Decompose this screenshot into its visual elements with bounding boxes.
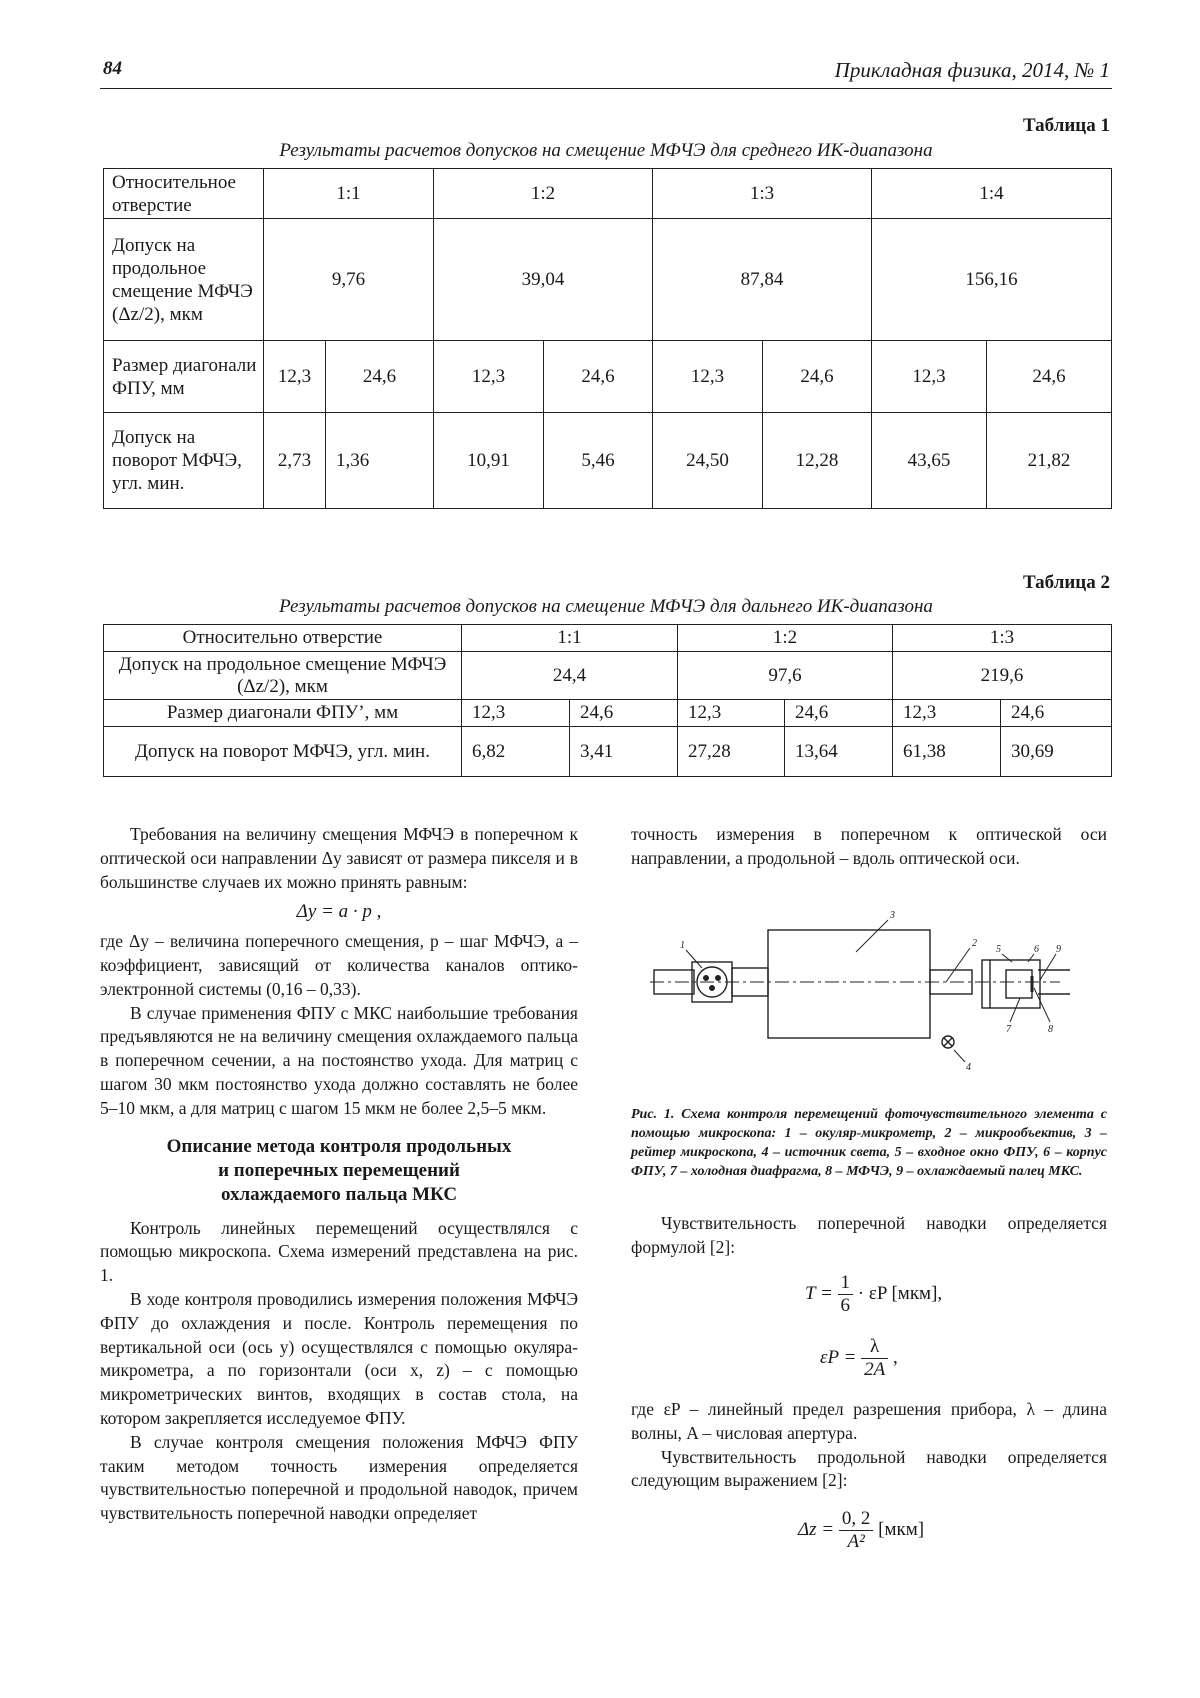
right-column-top — [631, 823, 1107, 871]
table1-cell: 12,3 — [434, 341, 544, 413]
journal-title: Прикладная физика, 2014, № 1 — [834, 58, 1110, 82]
figure-label: 9 — [1056, 944, 1061, 955]
eq-rhs: , — [892, 1346, 898, 1368]
table2-cell: 27,28 — [678, 727, 785, 777]
table2-cell: 1:1 — [462, 625, 678, 652]
eq-fraction — [839, 1508, 874, 1553]
table2-cell: 6,82 — [462, 727, 570, 777]
table2-cell: 3,41 — [570, 727, 678, 777]
table1-cell: 24,50 — [653, 413, 763, 509]
table2-cell: 61,38 — [893, 727, 1001, 777]
table1-cell: 12,3 — [653, 341, 763, 413]
paragraph: В ходе контроля проводились измерения положения МФЧЭ ФПУ до охлаждения и после. Контроль перемещения по вертикальной оси (ось y) осуществлялся с помощью окуляра-микрометра, а по горизонтали (оси x, z) – с помощью микрометрических винтов, входящих в состав стола, на котором закрепляется исследуемое ФПУ. — [100, 1288, 578, 1428]
table1-cell: 87,84 — [653, 219, 872, 341]
figure-caption: Рис. 1. Схема контроля перемещений фоточувствительного элемента с помощью микроскопа: 1 – окуляр-микрометр, 2 – микрообъектив, 3 – рейтер микроскопа, 4 – источник света, 5 – входное окно ФПУ, 6 – корпус ФПУ, 7 – холодная диафрагма, 8 – МФЧЭ, 9 – охлаждаемый палец МКС. — [631, 1107, 1107, 1179]
table1-cell: 21,82 — [987, 413, 1112, 509]
section-title-line: и поперечных перемещений — [218, 1159, 460, 1181]
figure-label: 8 — [1048, 1024, 1053, 1035]
eq-fraction — [838, 1272, 854, 1317]
paragraph: где Δy – величина поперечного смещения, p – шаг МФЧЭ, a – коэффициент, зависящий от количества каналов оптико-электронной системы (0,16 – 0,33). — [100, 931, 578, 999]
eq-fraction — [861, 1336, 888, 1381]
table1-cell: 43,65 — [872, 413, 987, 509]
section-title-line: охлаждаемого пальца МКС — [220, 1183, 458, 1205]
table1-label: Таблица 1 — [1022, 115, 1110, 136]
table2-cell: 13,64 — [785, 727, 893, 777]
figure-label: 5 — [996, 944, 1001, 955]
section-title-line: Описание метода контроля продольных — [166, 1135, 512, 1157]
table1 — [103, 168, 1112, 509]
paragraph: точность измерения в поперечном к оптической оси направлении, а продольной – вдоль оптической оси. — [631, 824, 1107, 868]
right-column-bottom — [631, 1398, 1107, 1493]
table2-row-label: Допуск на продольное смещение МФЧЭ (Δz/2), мкм — [104, 652, 462, 700]
table1-row-long-tol — [104, 219, 1112, 341]
table2-row-rot — [104, 727, 1112, 777]
table2-row-aperture — [104, 625, 1112, 652]
table2-cell: 219,6 — [893, 652, 1112, 700]
figure-label: 4 — [966, 1062, 971, 1073]
table2-row-label: Относительно отверстие — [104, 625, 462, 652]
table2-cell: 12,3 — [462, 700, 570, 727]
table2-cell: 24,6 — [570, 700, 678, 727]
eq-numerator: 1 — [838, 1272, 854, 1295]
figure-label: 3 — [890, 910, 895, 921]
table2-caption: Результаты расчетов допусков на смещение МФЧЭ для дальнего ИК-диапазона — [279, 596, 933, 617]
right-column-mid — [631, 1212, 1107, 1260]
table1-cell: 12,3 — [264, 341, 326, 413]
figure-label: 7 — [1006, 1024, 1011, 1035]
table2-label: Таблица 2 — [1022, 572, 1110, 593]
eq-rhs: · εP [мкм], — [857, 1282, 943, 1304]
table2-cell: 1:3 — [893, 625, 1112, 652]
section-title — [100, 1135, 578, 1207]
formula-delta-y: Δy = a · p , — [296, 901, 382, 923]
left-column — [100, 823, 578, 1526]
table2 — [103, 624, 1112, 777]
paragraph: В случае применения ФПУ с МКС наибольшие требования предъявляются не на величину смещения охлаждаемого пальца в поперечном сечении, а на постоянство ухода. Для матриц с шагом 30 мкм постоянство ухода должно составлять не более 5–10 мкм, а для матриц с шагом 15 мкм не более 2,5–5 мкм. — [100, 1002, 578, 1118]
table1-cell: 156,16 — [872, 219, 1112, 341]
table1-cell: 5,46 — [544, 413, 653, 509]
eq-numerator: λ — [861, 1336, 888, 1359]
eq-numerator: 0, 2 — [839, 1508, 874, 1531]
page-number: 84 — [103, 58, 122, 79]
table1-cell: 9,76 — [264, 219, 434, 341]
table1-cell: 24,6 — [326, 341, 434, 413]
eq-denominator: A² — [847, 1531, 865, 1552]
equation-epsilon — [820, 1336, 898, 1381]
table1-cell: 1:3 — [653, 169, 872, 219]
table1-cell: 1:4 — [872, 169, 1112, 219]
table1-cell: 12,3 — [872, 341, 987, 413]
table2-row-diag — [104, 700, 1112, 727]
table1-row-diag — [104, 341, 1112, 413]
table1-cell: 24,6 — [987, 341, 1112, 413]
table2-cell: 12,3 — [678, 700, 785, 727]
table2-cell: 24,6 — [785, 700, 893, 727]
microscope-rider — [768, 930, 930, 1038]
cold-diaphragm — [1006, 970, 1032, 998]
eq-lhs: T = — [805, 1282, 833, 1304]
table1-cell: 1:2 — [434, 169, 653, 219]
table1-row-rot — [104, 413, 1112, 509]
table1-row-label: Допуск на продольное смещение МФЧЭ (Δz/2), мкм — [104, 219, 264, 341]
eq-lhs: εP = — [820, 1346, 857, 1368]
table1-cell: 39,04 — [434, 219, 653, 341]
table2-cell: 12,3 — [893, 700, 1001, 727]
eq-denominator: 6 — [840, 1295, 851, 1316]
paragraph: где εP – линейный предел разрешения прибора, λ – длина волны, A – числовая апертура. — [631, 1399, 1107, 1443]
paragraph: Требования на величину смещения МФЧЭ в поперечном к оптической оси направлении Δy зависят от размера пикселя и в большинстве случаев их можно принять равным: — [100, 824, 578, 892]
table1-row-label: Допуск на поворот МФЧЭ, угл. мин. — [104, 413, 264, 509]
table2-cell: 1:2 — [678, 625, 893, 652]
table1-row-label: Размер диагонали ФПУ, мм — [104, 341, 264, 413]
paragraph: Контроль линейных перемещений осуществлялся с помощью микроскопа. Схема измерений представлена на рис. 1. — [100, 1217, 578, 1286]
table2-cell: 24,6 — [1001, 700, 1112, 727]
table1-cell: 1:1 — [264, 169, 434, 219]
table1-cell: 12,28 — [763, 413, 872, 509]
table2-row-label: Размер диагонали ФПУ’, мм — [104, 700, 462, 727]
table1-cell: 1,36 — [326, 413, 434, 509]
paragraph: Чувствительность продольной наводки определяется следующим выражением [2]: — [631, 1446, 1107, 1491]
table1-caption: Результаты расчетов допусков на смещение МФЧЭ для среднего ИК-диапазона — [279, 140, 933, 161]
eq-lhs: Δz = — [798, 1518, 835, 1540]
figure-label: 1 — [680, 940, 685, 951]
paragraph: В случае контроля смещения положения МФЧЭ ФПУ таким методом точность измерения определяется чувствительностью поперечной и продольной наводок, причем чувствительность поперечной наводки определяет — [100, 1431, 578, 1524]
table2-cell: 97,6 — [678, 652, 893, 700]
table2-row-label: Допуск на поворот МФЧЭ, угл. мин. — [104, 727, 462, 777]
table2-cell: 24,4 — [462, 652, 678, 700]
eq-rhs: [мкм] — [878, 1518, 925, 1540]
table1-cell: 10,91 — [434, 413, 544, 509]
table1-cell: 24,6 — [763, 341, 872, 413]
table1-row-aperture — [104, 169, 1112, 219]
paragraph: Чувствительность поперечной наводки определяется формулой [2]: — [631, 1213, 1107, 1257]
figure-label: 2 — [972, 938, 977, 949]
table1-cell: 24,6 — [544, 341, 653, 413]
equation-T — [805, 1272, 942, 1317]
table1-row-label: Относительное отверстие — [104, 169, 264, 219]
table2-cell: 30,69 — [1001, 727, 1112, 777]
figure-label: 6 — [1034, 944, 1039, 955]
eq-denominator: 2A — [864, 1359, 886, 1380]
table1-cell: 2,73 — [264, 413, 326, 509]
header-rule — [100, 88, 1112, 89]
equation-dz — [798, 1508, 924, 1553]
table2-row-long-tol — [104, 652, 1112, 700]
figure-microscope-scheme — [640, 890, 1120, 1100]
